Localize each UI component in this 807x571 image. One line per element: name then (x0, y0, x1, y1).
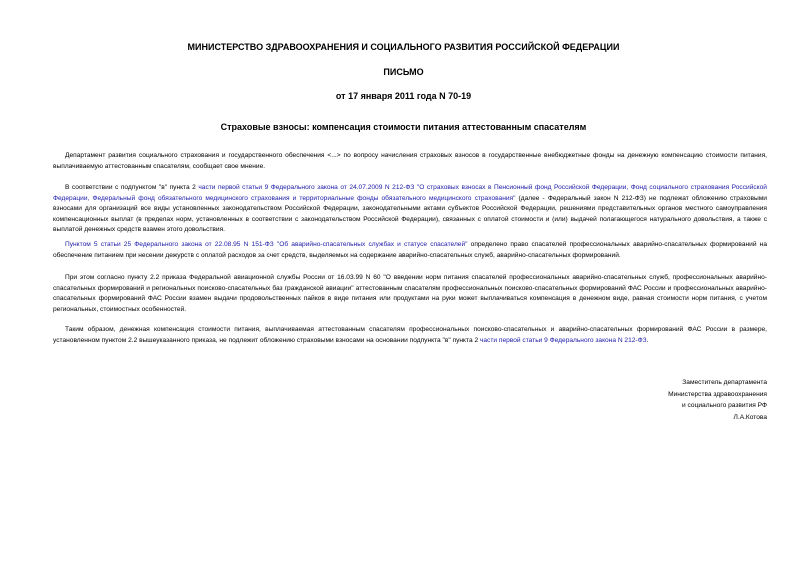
signature-name: Л.А.Котова (733, 413, 767, 421)
ministry-title: МИНИСТЕРСТВО ЗДРАВООХРАНЕНИЯ И СОЦИАЛЬНОГО РАЗВИТИЯ РОССИЙСКОЙ ФЕДЕРАЦИИ (187, 42, 620, 52)
signature-ministry: Министерства здравоохранения (668, 390, 767, 398)
law-151-article-25-link[interactable]: Пунктом 5 статьи 25 Федерального закона от 22.08.95 N 151-ФЗ "Об аварийно-спасательных службах и статусе спасателей" (65, 241, 468, 248)
paragraph-legal-basis (53, 183, 767, 236)
paragraph-text: (далее - Федеральный закон N 212-ФЗ) не подлежат обложению страховыми взносами для организаций все виды установленных законодательством Российской Федерации, законодательными актами субъектов Российской Федерации, решениями представительных органов местного самоуправления компенсационных выплат (в пределах норм, установленных в соответствии с законодательством Российской Федерации), связанных с оплатой стоимости и (или) выдачей полагающегося натурального довольствия, а также с выплатой денежных средств взамен этого довольствия. (53, 194, 767, 234)
law-212-article-9-link-2[interactable]: части первой статьи 9 Федерального закона N 212-ФЗ (479, 336, 647, 344)
document-type: ПИСЬМО (383, 67, 424, 77)
signature-block (668, 377, 767, 423)
signature-position: Заместитель департамента (682, 379, 767, 386)
signature-ministry-2: и социального развития РФ (682, 402, 767, 409)
document-subject: Страховые взносы: компенсация стоимости питания аттестованным спасателям (220, 122, 587, 132)
paragraph-conclusion (53, 325, 767, 346)
law-212-article-9-link[interactable]: части первой статьи 9 Федерального закона от 24.07.2009 N 212-ФЗ "О страховых взносах в Пенсионный фонд Российской Федерации, Фонд социального страхования Российской Федерации, Федеральный фонд обязательного медицинского страхования и территориальные фонды обязательного медицинского страхования" (53, 184, 767, 202)
paragraph-text: определено право спасателей профессиональных аварийно-спасательных формирований на обеспечение питанием при несении дежурств с оплатой расходов за счет средств, выделяемых на содержание аварийно-спасательных служб, аварийно-спасательных формирований. (53, 241, 767, 259)
paragraph-text: . (646, 336, 649, 344)
paragraph-intro: Департамент развития социального страхования и государственного обеспечения <...> по вопросу начисления страховых взносов в государственные внебюджетные фонды на денежную компенсацию стоимости питания, выплачиваемую аттестованным спасателям, сообщает свое мнение. (53, 152, 767, 170)
paragraph-order-fas: При этом согласно пункту 2.2 приказа Федеральной авиационной службы России от 16.03.99 N 60 "О введении норм питания спасателей профессиональных аварийно-спасательных служб, профессиональных аварийно-спасательных формирований и региональных поисково-спасательных баз гражданской авиации" аттестованным спасателям профессиональных поисково-спасательных формирований ФАС России и профессиональных аварийно-спасательных формирований ФАС России взамен выдачи продовольственных пайков в виде питания или продуктами на руки может выплачиваться компенсация в денежном виде, равная стоимости норм питания, с учетом региональных, стоимостных особенностей. (53, 274, 767, 313)
paragraph-rescuers-law (53, 240, 767, 261)
paragraph-text: В соответствии с подпунктом "в" пункта 2 (65, 184, 199, 191)
document-date-number: от 17 января 2011 года N 70-19 (335, 91, 472, 101)
paragraph-text: Таким образом, денежная компенсация стоимости питания, выплачиваемая аттестованным спасателям профессиональных поисково-спасательных и аварийно-спасательных формирований ФАС России в размере, установленном пунктом 2.2 вышеуказанного приказа, не подлежит обложению страховыми взносами на основании подпункта "в" пункта 2 (53, 326, 767, 344)
